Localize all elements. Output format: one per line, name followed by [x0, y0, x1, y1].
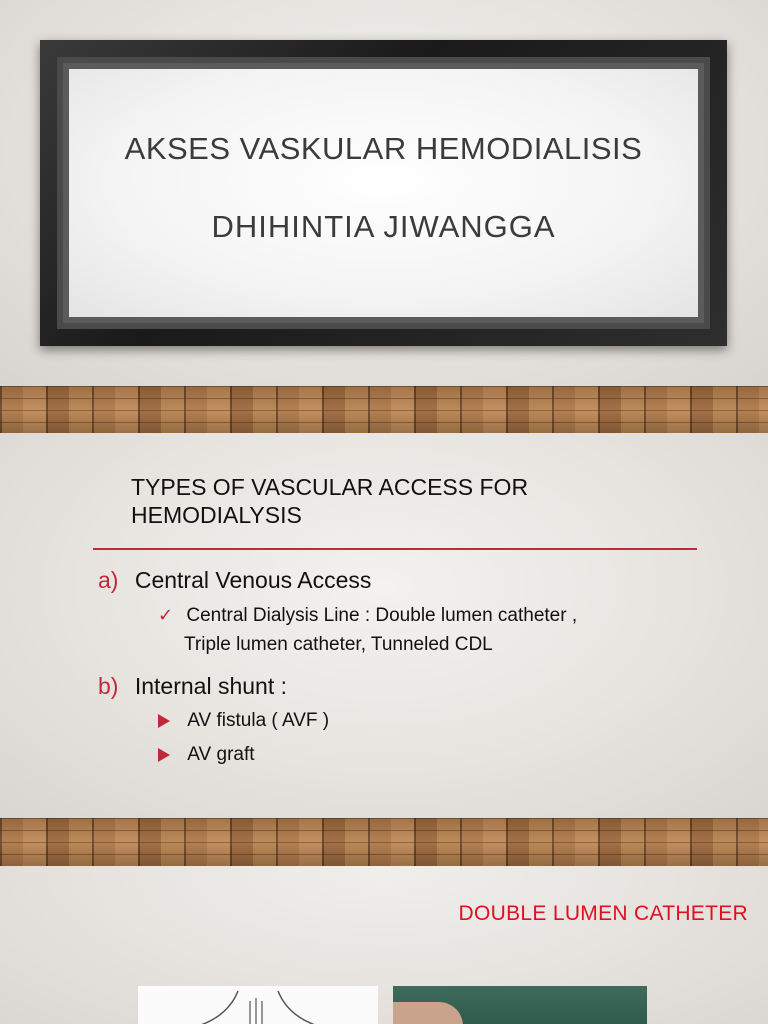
slide-title: DOUBLE LUMEN CATHETER — [458, 902, 748, 925]
sub-list-item — [158, 744, 255, 766]
wood-floor-divider — [0, 818, 768, 866]
catheter-diagram-image — [138, 986, 378, 1024]
slide-1 — [0, 0, 768, 386]
slide-2 — [0, 433, 768, 818]
sub-list-item — [158, 605, 577, 627]
title-canvas — [69, 69, 698, 317]
sub-item-text: Central Dialysis Line : Double lumen catheter , — [186, 605, 578, 626]
arrow-icon — [158, 714, 170, 728]
presentation-author: DHIHINTIA JIWANGGA — [211, 209, 556, 244]
sub-item-text: AV graft — [187, 744, 255, 765]
check-icon: ✓ — [158, 605, 174, 625]
list-item-a — [98, 567, 371, 594]
sub-item-text: AV fistula ( AVF ) — [187, 710, 330, 731]
sub-list-item-continuation — [184, 634, 493, 656]
slide-3 — [0, 866, 768, 1024]
slide-title: TYPES OF VASCULAR ACCESS FOR HEMODIALYSIS — [131, 474, 529, 528]
picture-frame — [40, 40, 727, 346]
list-marker: a) — [98, 567, 119, 593]
list-item-b — [98, 673, 287, 700]
catheter-photo-image — [393, 986, 647, 1024]
wood-floor-divider — [0, 386, 768, 434]
list-item-label: Internal shunt : — [134, 673, 287, 699]
presentation-title: AKSES VASKULAR HEMODIALISIS — [124, 131, 643, 166]
sub-list-item — [158, 710, 329, 732]
list-marker: b) — [98, 673, 119, 699]
title-underline — [93, 548, 697, 550]
sub-item-text: Triple lumen catheter, Tunneled CDL — [184, 634, 493, 655]
list-item-label: Central Venous Access — [134, 567, 372, 593]
arrow-icon — [158, 748, 170, 762]
